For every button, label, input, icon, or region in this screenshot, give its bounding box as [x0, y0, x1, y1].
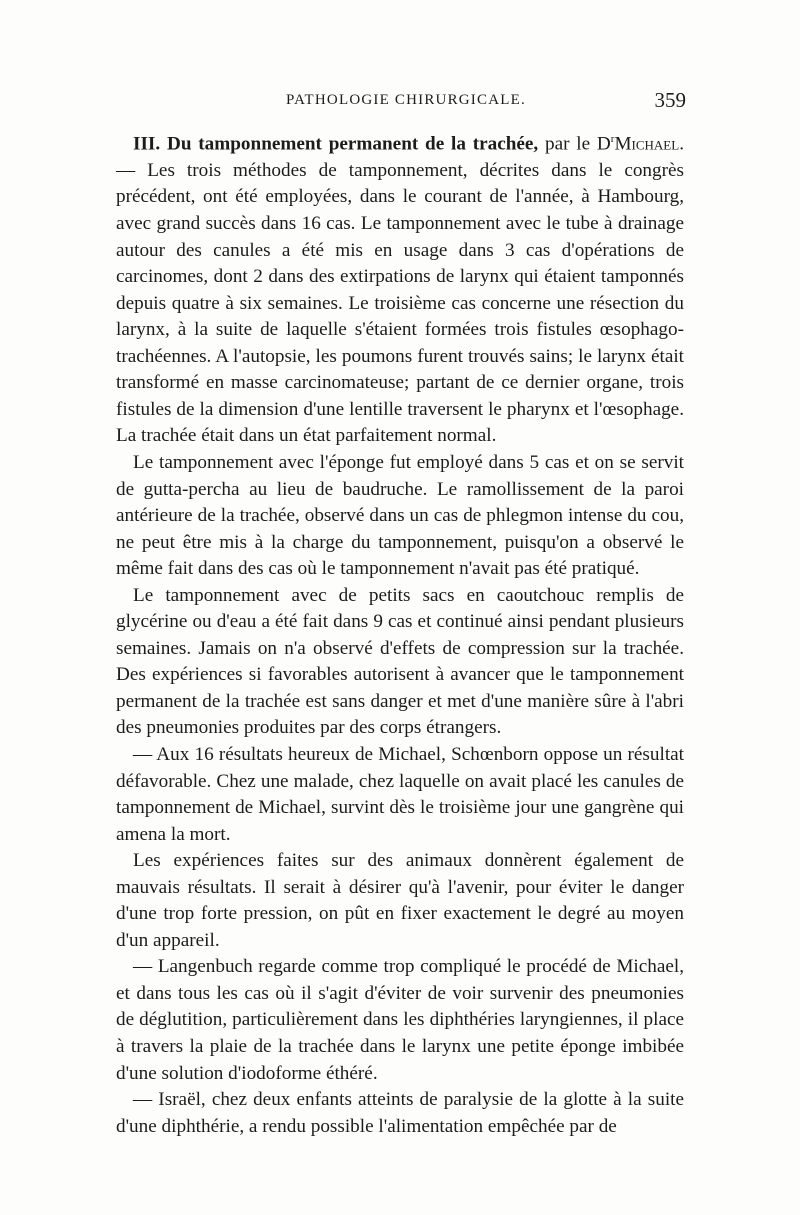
- paragraph: Le tamponnement avec de petits sacs en caoutchouc remplis de glycérine ou d'eau a été fait dans 9 cas et continué ainsi pendant plusieurs semaines. Jamais on n'a observé d'effets de compression sur la trachée. Des expériences si favorables autorisent à avancer que le tamponnement permanent de la trachée est sans danger et met d'une manière sûre à l'abri des pneumonies produites par des corps étrangers.: [116, 584, 684, 739]
- section-by: par le D: [545, 133, 611, 155]
- running-head: [116, 88, 686, 114]
- paragraph: Le tamponnement avec l'éponge fut employé dans 5 cas et on se servit de gutta-percha au lieu de baudruche. Le ramollissement de la paroi antérieure de la trachée, observé dans un cas de phlegmon intense du cou, ne peut être mis à la charge du tamponnement, puisqu'on a observé le même fait dans des cas où le tamponnement n'avait pas été pratiqué.: [116, 451, 684, 580]
- paragraph: — Langenbuch regarde comme trop compliqué le procédé de Michael, et dans tous les cas où il s'agit d'éviter de voir survenir des pneumonies de déglutition, particulièrement dans les diphthéries laryngiennes, il place à travers la plaie de la trachée dans le larynx une petite éponge imbibée d'une solution d'iodoforme éthéré.: [116, 956, 684, 1084]
- paragraph-text: — Les trois méthodes de tamponnement, décrites dans le congrès précédent, ont été employées, dans le courant de l'année, à Hambourg, avec grand succès dans 16 cas. Le tamponnement avec le tube à drainage autour des canules a été mis en usage dans 3 cas d'opérations de carcinomes, dont 2 dans des extirpations de larynx qui étaient tamponnés depuis quatre à six semaines. Le troisième cas concerne une résection du larynx, à la suite de laquelle s'étaient formées trois fistules œsophago-trachéennes. A l'autopsie, les poumons furent trouvés sains; le larynx était transformé en masse carcinomateuse; partant de ce dernier organe, trois fistules de la dimension d'une lentille traversent le pharynx et l'œsophage. La trachée était dans un état parfaitement normal.: [116, 159, 684, 447]
- paragraph: Les expériences faites sur des animaux donnèrent également de mauvais résultats. Il serait à désirer qu'à l'avenir, pour éviter le danger d'une trop forte pression, on pût en fixer exactement le degré au moyen d'un appareil.: [116, 850, 684, 951]
- paragraph: — Aux 16 résultats heureux de Michael, Schœnborn oppose un résultat défavorable. Chez une malade, chez laquelle on avait placé les canules de tamponnement de Michael, survint dès le troisième jour une gangrène qui amena la mort.: [116, 743, 684, 845]
- running-title: PATHOLOGIE CHIRURGICALE.: [286, 92, 526, 108]
- page-number: 359: [654, 88, 686, 112]
- section-number: III.: [133, 133, 161, 155]
- section-title: Du tamponnement permanent de la trachée,: [166, 133, 539, 155]
- paragraph: — Israël, chez deux enfants atteints de paralysie de la glotte à la suite d'une diphthérie, a rendu possible l'alimentation empêchée par de: [116, 1089, 684, 1137]
- section-heading-paragraph: [116, 126, 684, 450]
- section-by-superscript: r: [610, 133, 615, 145]
- body-text: [116, 126, 684, 1140]
- section-author: Michael.: [614, 133, 684, 155]
